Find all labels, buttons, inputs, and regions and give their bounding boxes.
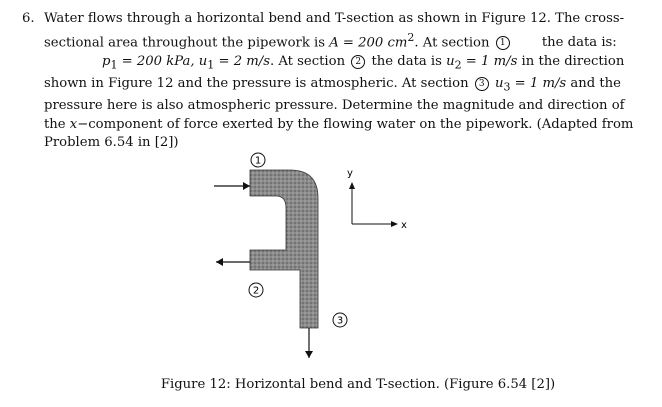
section-2-label: 2 bbox=[252, 285, 260, 297]
problem-line-6: the x−component of force exerted by the flowing water on the pipework. (Adapted from bbox=[44, 116, 634, 132]
problem-line-3: $p_1 = 200$ kPa, $u_1 = 2$ m/s. At section 2 the data is $u_2 = 1$ m/s in the direction bbox=[102, 53, 625, 72]
section-3-marker: 3 bbox=[475, 77, 489, 91]
pipe-body bbox=[250, 170, 318, 328]
problem-line-4: shown in Figure 12 and the pressure is atmospheric. At section 3 $u_3 = 1$ m/s and the bbox=[44, 75, 621, 94]
problem-line-5: pressure here is also atmospheric pressure. Determine the magnitude and direction of bbox=[44, 98, 625, 114]
problem-text bbox=[22, 10, 634, 153]
problem-number: 6. bbox=[22, 11, 35, 26]
problem-line-2: sectional area throughout the pipework is A = 200 $cm^2$. At section 1 the data is: bbox=[44, 30, 617, 50]
pipe-bend-figure bbox=[190, 150, 430, 370]
section-1-marker: 1 bbox=[496, 36, 510, 50]
problem-line-1: Water flows through a horizontal bend and T-section as shown in Figure 12. The cross- bbox=[44, 11, 625, 26]
figure-caption: Figure 12: Horizontal bend and T-section. (Figure 6.54 [2]) bbox=[160, 377, 556, 392]
y-axis-head bbox=[349, 182, 355, 189]
x-axis-head bbox=[391, 221, 398, 227]
outlet-3-arrow-head bbox=[305, 351, 313, 358]
problem-line-7: Problem 6.54 in [2]) bbox=[44, 135, 179, 151]
inlet-arrow-head bbox=[243, 182, 250, 190]
section-3-label: 3 bbox=[336, 315, 344, 327]
section-1-label: 1 bbox=[254, 155, 262, 167]
y-axis-label: y bbox=[347, 168, 353, 179]
x-axis-label: x bbox=[401, 220, 407, 231]
section-2-marker: 2 bbox=[351, 55, 365, 69]
outlet-2-arrow-head bbox=[216, 258, 223, 266]
